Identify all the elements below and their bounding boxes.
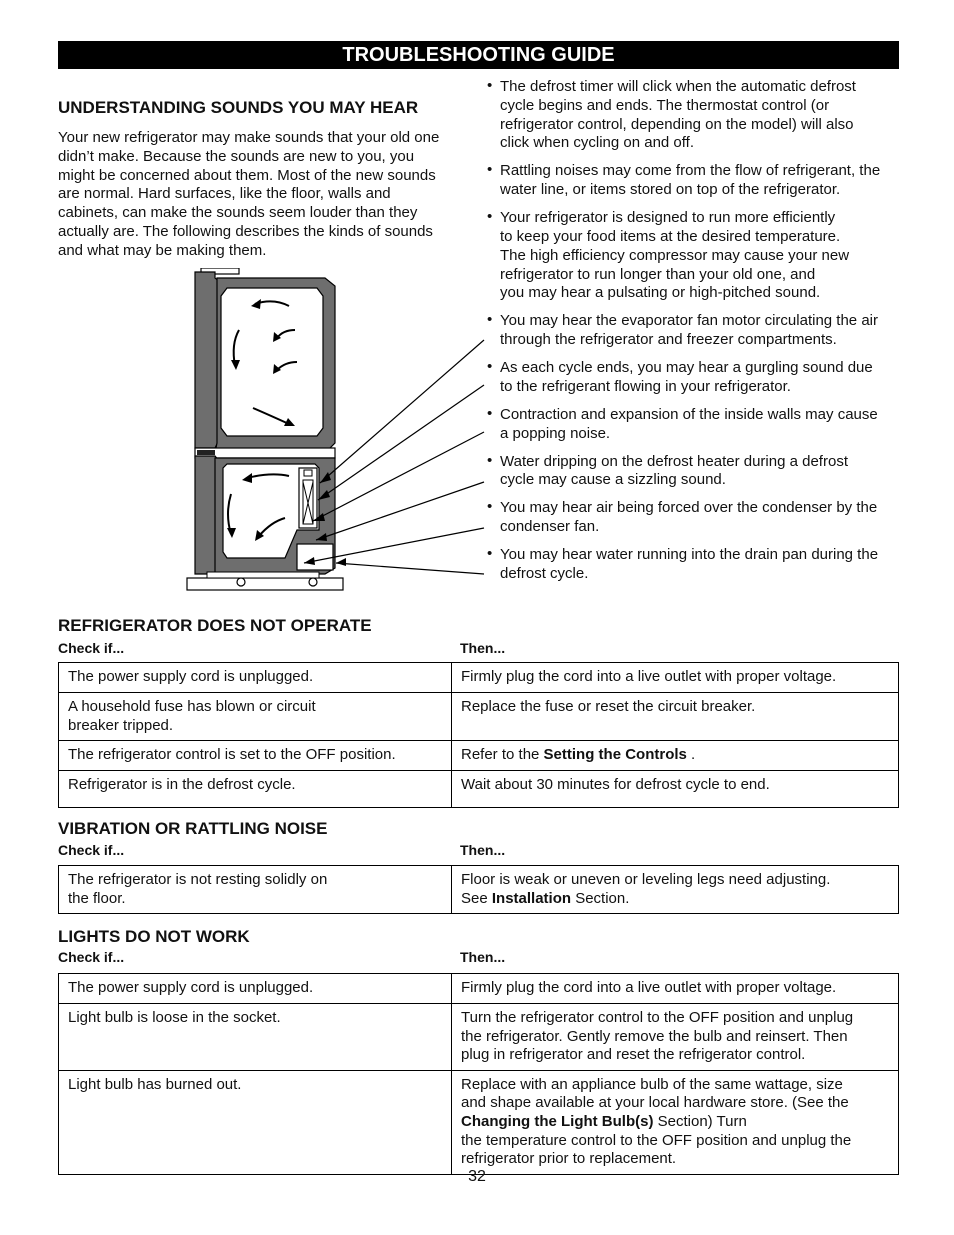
sounds-heading: UNDERSTANDING SOUNDS YOU MAY HEAR <box>58 98 419 117</box>
column-then-header: Then... <box>460 949 506 965</box>
intro-line: cabinets, can make the sounds seem louder than they <box>58 204 418 222</box>
then-cell <box>452 1070 899 1174</box>
then-line: refrigerator prior to replacement. <box>461 1150 677 1168</box>
then-line: See Installation Section. <box>461 889 630 907</box>
then-line: Replace with an appliance bulb of the same wattage, size <box>461 1075 843 1093</box>
sound-bullet-item <box>486 209 906 303</box>
bullet-line: cycle may cause a sizzling sound. <box>500 471 726 489</box>
sound-bullet-item <box>486 359 906 397</box>
bullet-line: refrigerator control, depending on the model) will also <box>500 115 854 133</box>
check-cell <box>59 866 452 914</box>
bullet-line: water line, or items stored on top of the refrigerator. <box>500 181 841 199</box>
table-row <box>59 1004 899 1071</box>
check-line: Light bulb is loose in the socket. <box>68 1009 281 1026</box>
page-banner: TROUBLESHOOTING GUIDE <box>58 41 899 69</box>
then-line: Turn the refrigerator control to the OFF position and unplug <box>461 1009 854 1026</box>
sound-bullet-item <box>486 162 906 200</box>
then-cell <box>452 741 899 771</box>
bullet-line: condenser fan. <box>500 518 600 536</box>
bullet-line: through the refrigerator and freezer compartments. <box>500 331 837 349</box>
sound-bullet-item <box>486 312 906 350</box>
intro-line: and what may be making them. <box>58 241 267 259</box>
then-cell <box>452 693 899 741</box>
troubleshooting-table-operate <box>58 662 899 808</box>
sound-bullet-item <box>486 453 906 491</box>
bullet-line: click when cycling on and off. <box>500 134 694 152</box>
bullet-line: • You may hear water running into the drain pan during the <box>500 546 879 564</box>
bullet-line: defrost cycle. <box>500 565 589 583</box>
then-line: Changing the Light Bulb(s) Section) Turn <box>461 1112 747 1130</box>
check-line: A household fuse has blown or circuit <box>68 698 316 715</box>
then-cell <box>452 974 899 1004</box>
troubleshooting-table-lights <box>58 973 899 1175</box>
bullet-line: refrigerator to run longer than your old one, and <box>500 265 816 283</box>
section-reference: Installation <box>491 889 572 907</box>
check-line: Refrigerator is in the defrost cycle. <box>68 775 296 793</box>
section-heading: VIBRATION OR RATTLING NOISE <box>58 819 328 838</box>
bullet-line: • The defrost timer will click when the automatic defrost <box>500 78 856 95</box>
table-row <box>59 663 899 693</box>
bullet-line: • Your refrigerator is designed to run more efficiently <box>500 209 836 227</box>
column-check-header: Check if... <box>58 640 125 656</box>
check-line: breaker tripped. <box>68 716 174 734</box>
section-reference: Changing the Light Bulb(s) <box>461 1112 654 1130</box>
check-cell <box>59 741 452 771</box>
then-cell <box>452 663 899 693</box>
check-cell <box>59 974 452 1004</box>
sound-bullet-item <box>486 499 906 537</box>
then-line: Firmly plug the cord into a live outlet with proper voltage. <box>461 979 837 996</box>
sound-bullet-item <box>486 406 906 444</box>
check-line: The refrigerator is not resting solidly on <box>68 871 328 888</box>
bullet-line: cycle begins and ends. The thermostat control (or <box>500 96 830 114</box>
section-heading: REFRIGERATOR DOES NOT OPERATE <box>58 616 372 635</box>
bullet-line: • You may hear air being forced over the condenser by the <box>500 499 878 517</box>
column-then-header: Then... <box>460 842 506 858</box>
table-row <box>59 741 899 771</box>
bullet-line: • Rattling noises may come from the flow of refrigerant, the <box>500 162 881 180</box>
check-cell <box>59 1070 452 1174</box>
section-heading: LIGHTS DO NOT WORK <box>58 927 250 946</box>
bullet-line: • Water dripping on the defrost heater during a defrost <box>500 452 848 470</box>
column-then-header: Then... <box>460 640 506 656</box>
column-check-header: Check if... <box>58 842 125 858</box>
then-line: Floor is weak or uneven or leveling legs need adjusting. <box>461 871 831 888</box>
bullet-line: a popping noise. <box>500 424 611 442</box>
table-row <box>59 693 899 741</box>
then-line: and shape available at your local hardware store. (See the <box>461 1094 849 1112</box>
intro-line: might be concerned about them. Most of the new sounds <box>58 166 436 184</box>
table-row <box>59 974 899 1004</box>
check-cell <box>59 663 452 693</box>
bullet-line: you may hear a pulsating or high-pitched sound. <box>500 284 821 302</box>
check-line: the floor. <box>68 889 126 907</box>
intro-line: didn’t make. Because the sounds are new to you, you <box>58 147 415 165</box>
then-cell <box>452 866 899 914</box>
bullet-line: to the refrigerant flowing in your refrigerator. <box>500 377 791 395</box>
check-line: Light bulb has burned out. <box>68 1075 242 1093</box>
check-cell <box>59 770 452 807</box>
then-line: Wait about 30 minutes for defrost cycle to end. <box>461 775 770 793</box>
section-reference: Setting the Controls <box>543 746 687 764</box>
intro-line: actually are. The following describes the kinds of sounds <box>58 222 433 240</box>
check-line: The power supply cord is unplugged. <box>68 979 314 996</box>
check-line: The refrigerator control is set to the OFF position. <box>68 746 396 764</box>
page-number: 32 <box>468 1168 486 1185</box>
sound-bullet-item <box>486 546 906 584</box>
bullet-line: • You may hear the evaporator fan motor circulating the air <box>500 312 878 330</box>
bullet-line: to keep your food items at the desired temperature. <box>500 227 841 245</box>
column-check-header: Check if... <box>58 949 125 965</box>
bullet-line: • As each cycle ends, you may hear a gurgling sound due <box>500 359 873 377</box>
then-line: Replace the fuse or reset the circuit breaker. <box>461 698 756 715</box>
intro-line: are normal. Hard surfaces, like the floor, walls and <box>58 185 391 203</box>
intro-line: Your new refrigerator may make sounds that your old one <box>58 129 440 146</box>
check-line: The power supply cord is unplugged. <box>68 668 314 685</box>
then-line: plug in refrigerator and reset the refrigerator control. <box>461 1046 806 1064</box>
then-line: the temperature control to the OFF position and unplug the <box>461 1131 852 1149</box>
bullet-line: • Contraction and expansion of the inside walls may cause <box>500 405 878 423</box>
table-row <box>59 1070 899 1174</box>
then-cell <box>452 1004 899 1071</box>
then-line: the refrigerator. Gently remove the bulb and reinsert. Then <box>461 1027 848 1045</box>
check-cell <box>59 1004 452 1071</box>
check-cell <box>59 693 452 741</box>
table-row <box>59 866 899 914</box>
then-line: Firmly plug the cord into a live outlet with proper voltage. <box>461 668 837 685</box>
then-cell <box>452 770 899 807</box>
troubleshooting-table-vibration <box>58 865 899 914</box>
table-row <box>59 770 899 807</box>
sounds-bullet-list <box>486 78 906 593</box>
then-line: Refer to the Setting the Controls . <box>461 746 696 764</box>
sound-bullet-item <box>486 78 906 153</box>
bullet-line: The high efficiency compressor may cause your new <box>500 246 850 264</box>
